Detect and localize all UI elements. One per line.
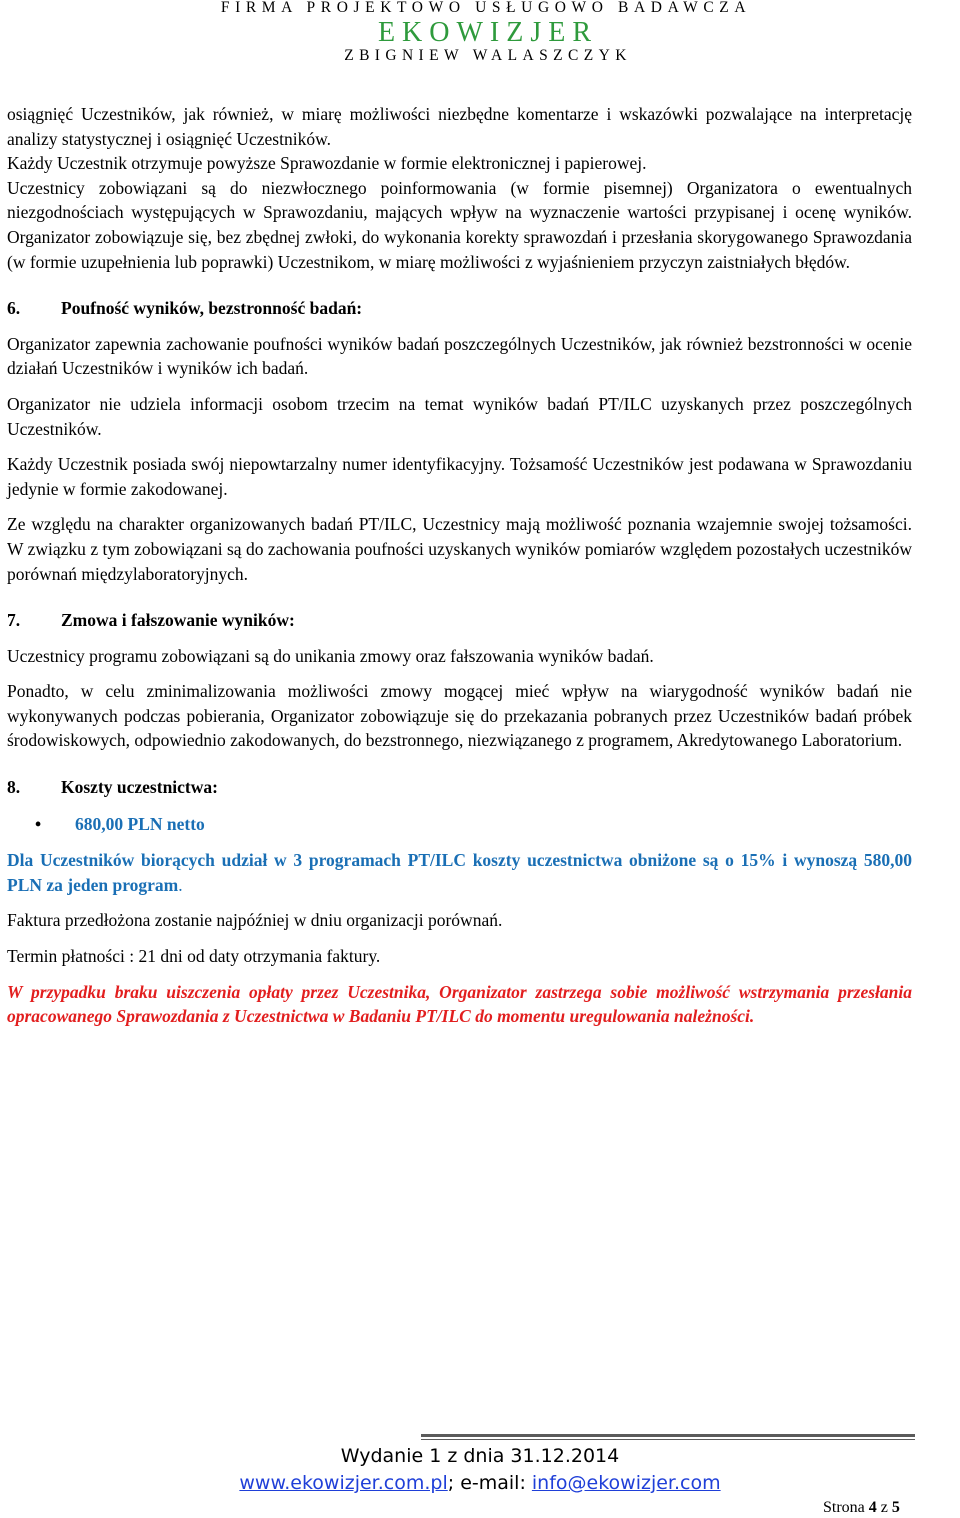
paragraph: Faktura przedłożona zostanie najpóźniej w dniu organizacji porównań. [7, 910, 503, 931]
contact-line [0, 1471, 960, 1495]
section-heading-8 [7, 775, 912, 800]
company-type: FIRMA PROJEKTOWO USŁUGOWO BADAWCZA [220, 0, 752, 16]
footer-divider [421, 1434, 915, 1437]
page-total: 5 [891, 1499, 900, 1516]
paragraph: Ponadto, w celu zminimalizowania możliwości zmowy mogącej mieć wpływ na wiarygodność wyników badań nie wykonywanych podczas pobierania, Organizator zobowiązuje się do przekazania pobranych przez Uczestników badań próbek środowiskowych, odpowiednio zakodowanych, do bezstronnego, niezwiązanego z programem, Akredytowanego Laboratorium. [7, 681, 912, 751]
section-number: 7. [7, 610, 21, 631]
company-owner: ZBIGNIEW WALASZCZYK [344, 47, 632, 64]
paragraph: Organizator nie udziela informacji osobom trzecim na temat wyników badań PT/ILC uzyskanych przez poszczególnych Uczestników. [7, 393, 912, 439]
paragraph: Każdy Uczestnik posiada swój niepowtarzalny numer identyfikacyjny. Tożsamość Uczestników jest podawana w Sprawozdaniu jedynie w formie zakodowanej. [7, 454, 912, 499]
discount-period: . [178, 874, 183, 895]
page-separator: z [876, 1499, 892, 1516]
website-link[interactable]: www.ekowizjer.com.pl [239, 1472, 448, 1494]
page-number [823, 1498, 900, 1518]
paragraph: Ze względu na charakter organizowanych badań PT/ILC, Uczestnicy mają możliwość poznania wzajemnie swojej tożsamości. W związku z tym zobowiązani są do zachowania poufności uzyskanych wyników pomiarów względem pozostałych uczestników porównań międzylaboratoryjnych. [7, 514, 912, 584]
bullet-icon: • [35, 813, 42, 834]
paragraph: Organizator zapewnia zachowanie poufności wyników badań poszczególnych Uczestników, jak również bezstronności w ocenie działań Uczestników i wyników ich badań. [7, 333, 912, 379]
edition-info: Wydanie 1 z dnia 31.12.2014 [340, 1445, 620, 1467]
paragraph: osiągnięć Uczestników, jak również, w miarę możliwości niezbędne komentarze i wskazówki pozwalające na interpretację analizy statystycznej i osiągnięć Uczestników. [7, 104, 912, 149]
section-title: Poufność wyników, bezstronność badań: [61, 298, 363, 319]
price-text: 680,00 PLN netto [75, 813, 205, 834]
price-bullet [7, 812, 912, 837]
paragraph: Termin płatności : 21 dni od daty otrzymania faktury. [7, 946, 381, 967]
page-current: 4 [868, 1499, 877, 1516]
section-heading-6 [7, 296, 912, 321]
section-title: Zmowa i fałszowanie wyników: [61, 610, 295, 631]
paragraph-part: Organizator zobowiązuje się, bez zbędnej zwłoki, do wykonania korekty sprawozdań i przesłania skorygowanego Sprawozdania (w formie uzupełnienia lub poprawki) Uczestnikom, w miarę możliwości z wyjaśnieniem przyczyn zaistniałych błędów. [7, 226, 912, 272]
footer-divider-thin [421, 1439, 915, 1440]
email-link[interactable]: info@ekowizjer.com [531, 1472, 721, 1494]
discount-note [7, 848, 912, 897]
section-title: Koszty uczestnictwa: [61, 777, 218, 798]
section-number: 8. [7, 777, 21, 798]
discount-text: Dla Uczestników biorących udział w 3 programach PT/ILC koszty uczestnictwa obniżone są o 15% i wynoszą 580,00 PLN za jeden program [7, 850, 912, 895]
paragraph: Uczestnicy programu zobowiązani są do unikania zmowy oraz fałszowania wyników badań. [7, 645, 654, 666]
page-label: Strona [823, 1499, 869, 1516]
paragraph [7, 176, 912, 274]
document-body [7, 102, 912, 1029]
paragraph-part: Uczestnicy zobowiązani są do niezwłocznego poinformowania (w formie pisemnej) Organizatora o ewentualnych niezgodnościach występujących w Sprawozdaniu, mających wpływ na wyznaczenie wartości przypisanej i ocenę wyników. [7, 177, 912, 223]
company-name: EKOWIZJER [377, 17, 599, 48]
paragraph: Każdy Uczestnik otrzymuje powyższe Sprawozdanie w formie elektronicznej i papierowej. [7, 153, 647, 174]
page-header [0, 0, 960, 68]
payment-warning: W przypadku braku uiszczenia opłaty przez Uczestnika, Organizator zastrzega sobie możliwość wstrzymania przesłania opracowanego Sprawozdania z Uczestnictwa w Badaniu PT/ILC do momentu uregulowania należności. [7, 981, 912, 1027]
section-number: 6. [7, 298, 21, 319]
email-label: ; e-mail: [447, 1472, 532, 1494]
section-heading-7 [7, 608, 912, 633]
